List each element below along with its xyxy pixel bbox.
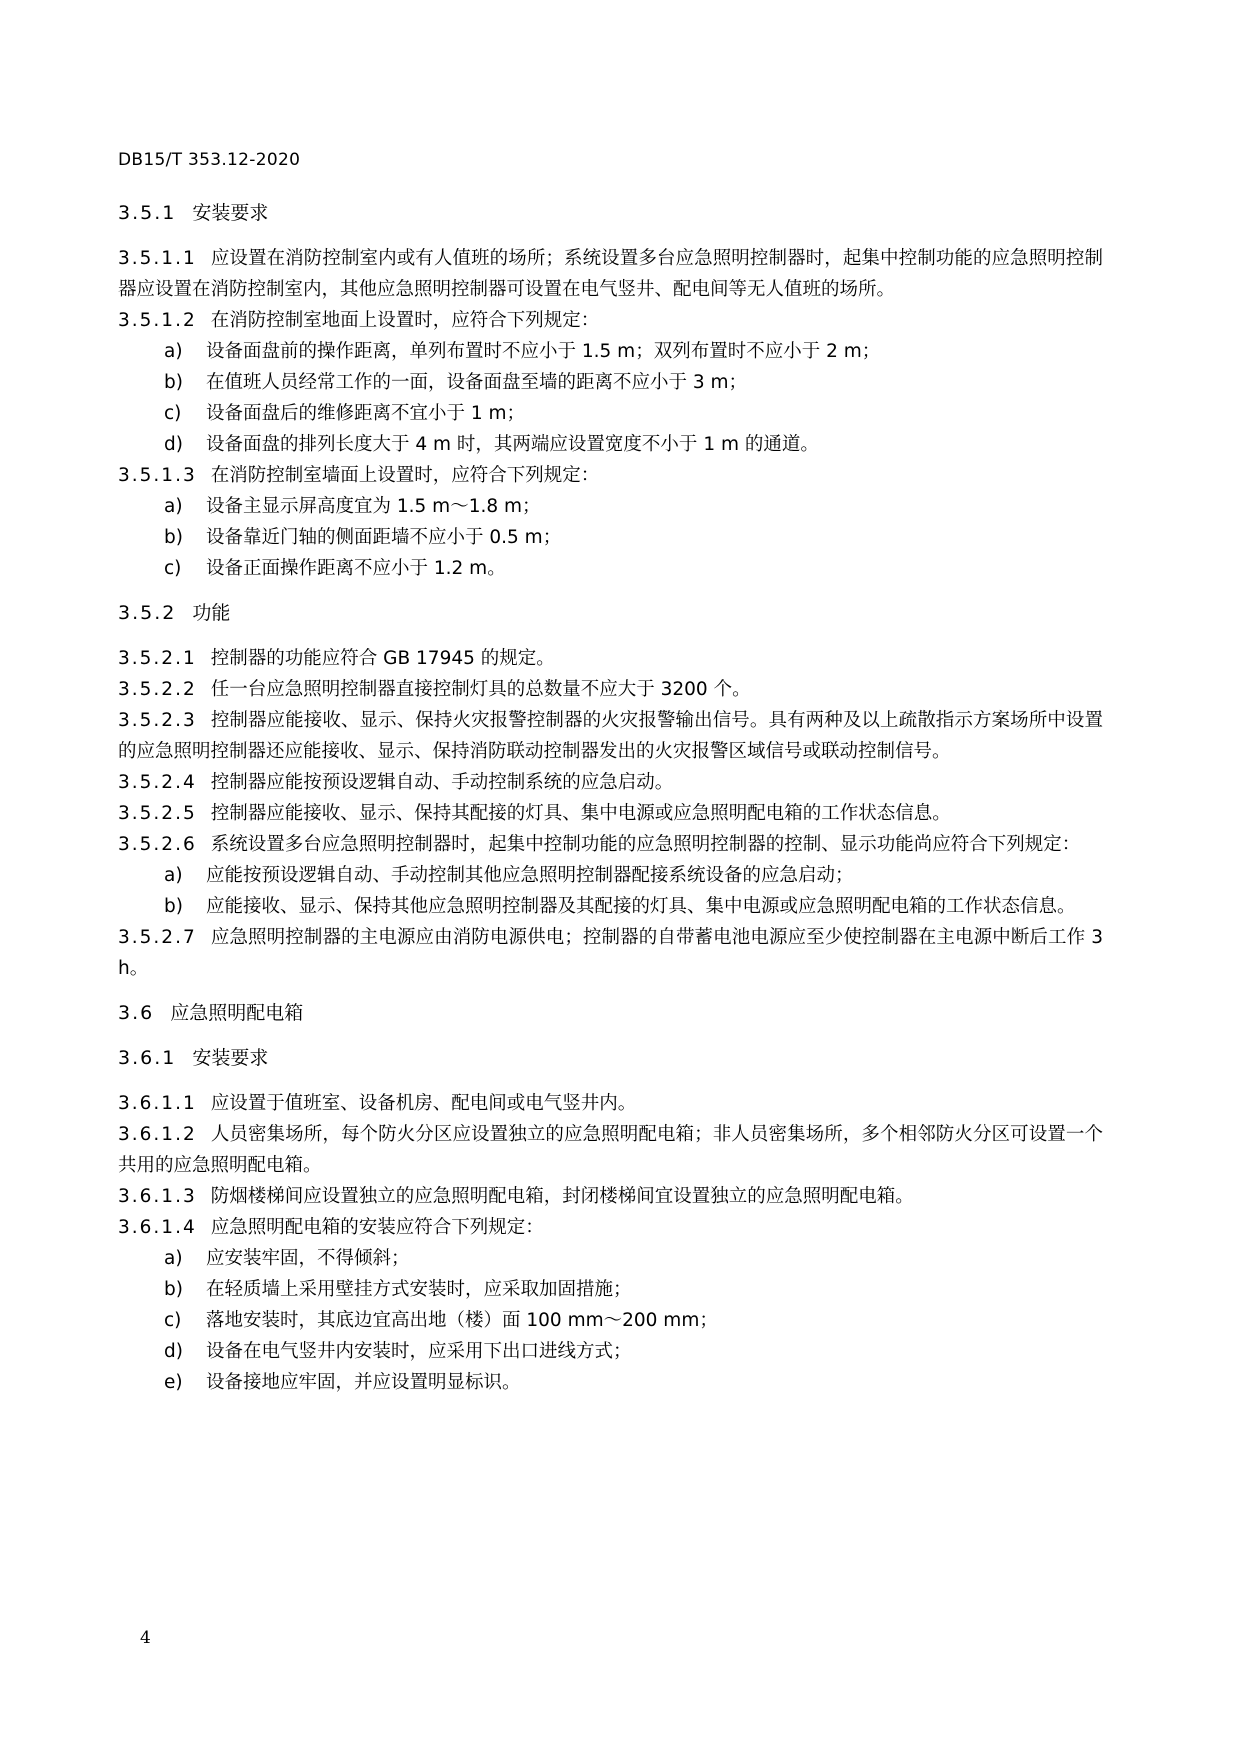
list-marker: d) [164, 1341, 183, 1362]
clause-text: 任一台应急照明控制器直接控制灯具的总数量不应大于 3200 个。 [210, 679, 751, 700]
clause-text: 在消防控制室地面上设置时，应符合下列规定： [210, 310, 600, 331]
list-item [118, 491, 1103, 522]
list-marker: b) [164, 896, 183, 917]
clause-text: 防烟楼梯间应设置独立的应急照明配电箱，封闭楼梯间宜设置独立的应急照明配电箱。 [210, 1186, 914, 1207]
list-marker: a) [164, 341, 183, 362]
clause-text: 控制器应能接收、显示、保持火灾报警控制器的火灾报警输出信号。具有两种及以上疏散指示方案场所中设置的应急照明控制器还应能接收、显示、保持消防联动控制器发出的火灾报警区域信号或联动控制信号。 [118, 710, 1103, 762]
clause-text: 人员密集场所，每个防火分区应设置独立的应急照明配电箱；非人员密集场所，多个相邻防火分区可设置一个共用的应急照明配电箱。 [118, 1124, 1103, 1176]
clause-text: 控制器应能按预设逻辑自动、手动控制系统的应急启动。 [210, 772, 674, 793]
list-item [118, 367, 1103, 398]
clause-text: 在消防控制室墙面上设置时，应符合下列规定： [210, 465, 600, 486]
section-title: 安装要求 [192, 202, 269, 224]
document-code: DB15/T 353.12-2020 [118, 150, 301, 170]
list-marker: b) [164, 372, 183, 393]
section-number: 3.6.1 [118, 1047, 177, 1069]
clause-number: 3.5.1.2 [118, 310, 197, 331]
document-body [118, 198, 1103, 1398]
clause [118, 829, 1103, 860]
list-item [118, 398, 1103, 429]
clause-text: 应设置于值班室、设备机房、配电间或电气竖井内。 [210, 1093, 637, 1114]
clause [118, 305, 1103, 336]
list-marker: c) [164, 1310, 182, 1331]
list-marker: d) [164, 434, 183, 455]
clause [118, 922, 1103, 984]
list-item-text: 设备面盘后的维修距离不宜小于 1 m； [206, 403, 526, 424]
page-number: 4 [140, 1628, 151, 1648]
clause-text: 系统设置多台应急照明控制器时，起集中控制功能的应急照明控制器的控制、显示功能尚应符合下列规定： [210, 834, 1081, 855]
list-item-text: 设备靠近门轴的侧面距墙不应小于 0.5 m； [206, 527, 562, 548]
list-item [118, 1367, 1103, 1398]
list-marker: e) [164, 1372, 183, 1393]
list-marker: a) [164, 865, 183, 886]
list-item-text: 应能按预设逻辑自动、手动控制其他应急照明控制器配接系统设备的应急启动； [206, 865, 854, 886]
section-heading [118, 598, 1103, 629]
clause-number: 3.6.1.1 [118, 1093, 197, 1114]
list-item [118, 553, 1103, 584]
clause-number: 3.6.1.3 [118, 1186, 197, 1207]
section-heading [118, 198, 1103, 229]
list-marker: b) [164, 527, 183, 548]
list-item-text: 应安装牢固，不得倾斜； [206, 1248, 410, 1269]
list-marker: a) [164, 496, 183, 517]
section-heading [118, 998, 1103, 1029]
list-item [118, 891, 1103, 922]
list-item-text: 应能接收、显示、保持其他应急照明控制器及其配接的灯具、集中电源或应急照明配电箱的工作状态信息。 [206, 896, 1076, 917]
clause-number: 3.5.1.1 [118, 248, 197, 269]
clause-number: 3.6.1.2 [118, 1124, 197, 1145]
list-item-text: 在轻质墙上采用壁挂方式安装时，应采取加固措施； [206, 1279, 632, 1300]
list-marker: a) [164, 1248, 183, 1269]
clause [118, 767, 1103, 798]
list-item [118, 1305, 1103, 1336]
clause-number: 3.5.2.5 [118, 803, 197, 824]
list-item-text: 设备接地应牢固，并应设置明显标识。 [206, 1372, 521, 1393]
list-item [118, 336, 1103, 367]
section-title: 应急照明配电箱 [170, 1002, 304, 1024]
list-item [118, 860, 1103, 891]
clause [118, 643, 1103, 674]
clause [118, 460, 1103, 491]
clause-number: 3.5.2.3 [118, 710, 197, 731]
section-title: 功能 [192, 602, 231, 624]
list-item [118, 429, 1103, 460]
list-item-text: 设备面盘的排列长度大于 4 m 时，其两端应设置宽度不小于 1 m 的通道。 [206, 434, 819, 455]
clause [118, 798, 1103, 829]
list-item [118, 1243, 1103, 1274]
list-item [118, 522, 1103, 553]
clause-number: 3.5.2.4 [118, 772, 197, 793]
list-marker: b) [164, 1279, 183, 1300]
clause [118, 1181, 1103, 1212]
clause [118, 705, 1103, 767]
list-item-text: 设备主显示屏高度宜为 1.5 m～1.8 m； [206, 496, 541, 517]
list-item-text: 设备面盘前的操作距离，单列布置时不应小于 1.5 m；双列布置时不应小于 2 m； [206, 341, 881, 362]
section-number: 3.5.1 [118, 202, 177, 224]
clause-number: 3.6.1.4 [118, 1217, 197, 1238]
list-item-text: 在值班人员经常工作的一面，设备面盘至墙的距离不应小于 3 m； [206, 372, 748, 393]
clause [118, 1119, 1103, 1181]
section-number: 3.6 [118, 1002, 155, 1024]
clause [118, 674, 1103, 705]
list-item-text: 落地安装时，其底边宜高出地（楼）面 100 mm～200 mm； [206, 1310, 718, 1331]
list-marker: c) [164, 558, 182, 579]
clause-text: 控制器应能接收、显示、保持其配接的灯具、集中电源或应急照明配电箱的工作状态信息。 [210, 803, 951, 824]
clause-number: 3.5.2.6 [118, 834, 197, 855]
clause-text: 应急照明控制器的主电源应由消防电源供电；控制器的自带蓄电池电源应至少使控制器在主电源中断后工作 3 h。 [118, 927, 1103, 979]
clause-text: 应设置在消防控制室内或有人值班的场所；系统设置多台应急照明控制器时，起集中控制功能的应急照明控制器应设置在消防控制室内，其他应急照明控制器可设置在电气竖井、配电间等无人值班的场所。 [118, 248, 1103, 300]
section-heading [118, 1043, 1103, 1074]
list-item [118, 1336, 1103, 1367]
clause-text: 控制器的功能应符合 GB 17945 的规定。 [210, 648, 555, 669]
clause-number: 3.5.2.1 [118, 648, 197, 669]
clause-number: 3.5.2.2 [118, 679, 197, 700]
clause [118, 1088, 1103, 1119]
clause [118, 1212, 1103, 1243]
list-item-text: 设备正面操作距离不应小于 1.2 m。 [206, 558, 506, 579]
section-number: 3.5.2 [118, 602, 177, 624]
list-item-text: 设备在电气竖井内安装时，应采用下出口进线方式； [206, 1341, 632, 1362]
clause-number: 3.5.1.3 [118, 465, 197, 486]
list-marker: c) [164, 403, 182, 424]
list-item [118, 1274, 1103, 1305]
clause-text: 应急照明配电箱的安装应符合下列规定： [210, 1217, 544, 1238]
section-title: 安装要求 [192, 1047, 269, 1069]
clause [118, 243, 1103, 305]
clause-number: 3.5.2.7 [118, 927, 197, 948]
